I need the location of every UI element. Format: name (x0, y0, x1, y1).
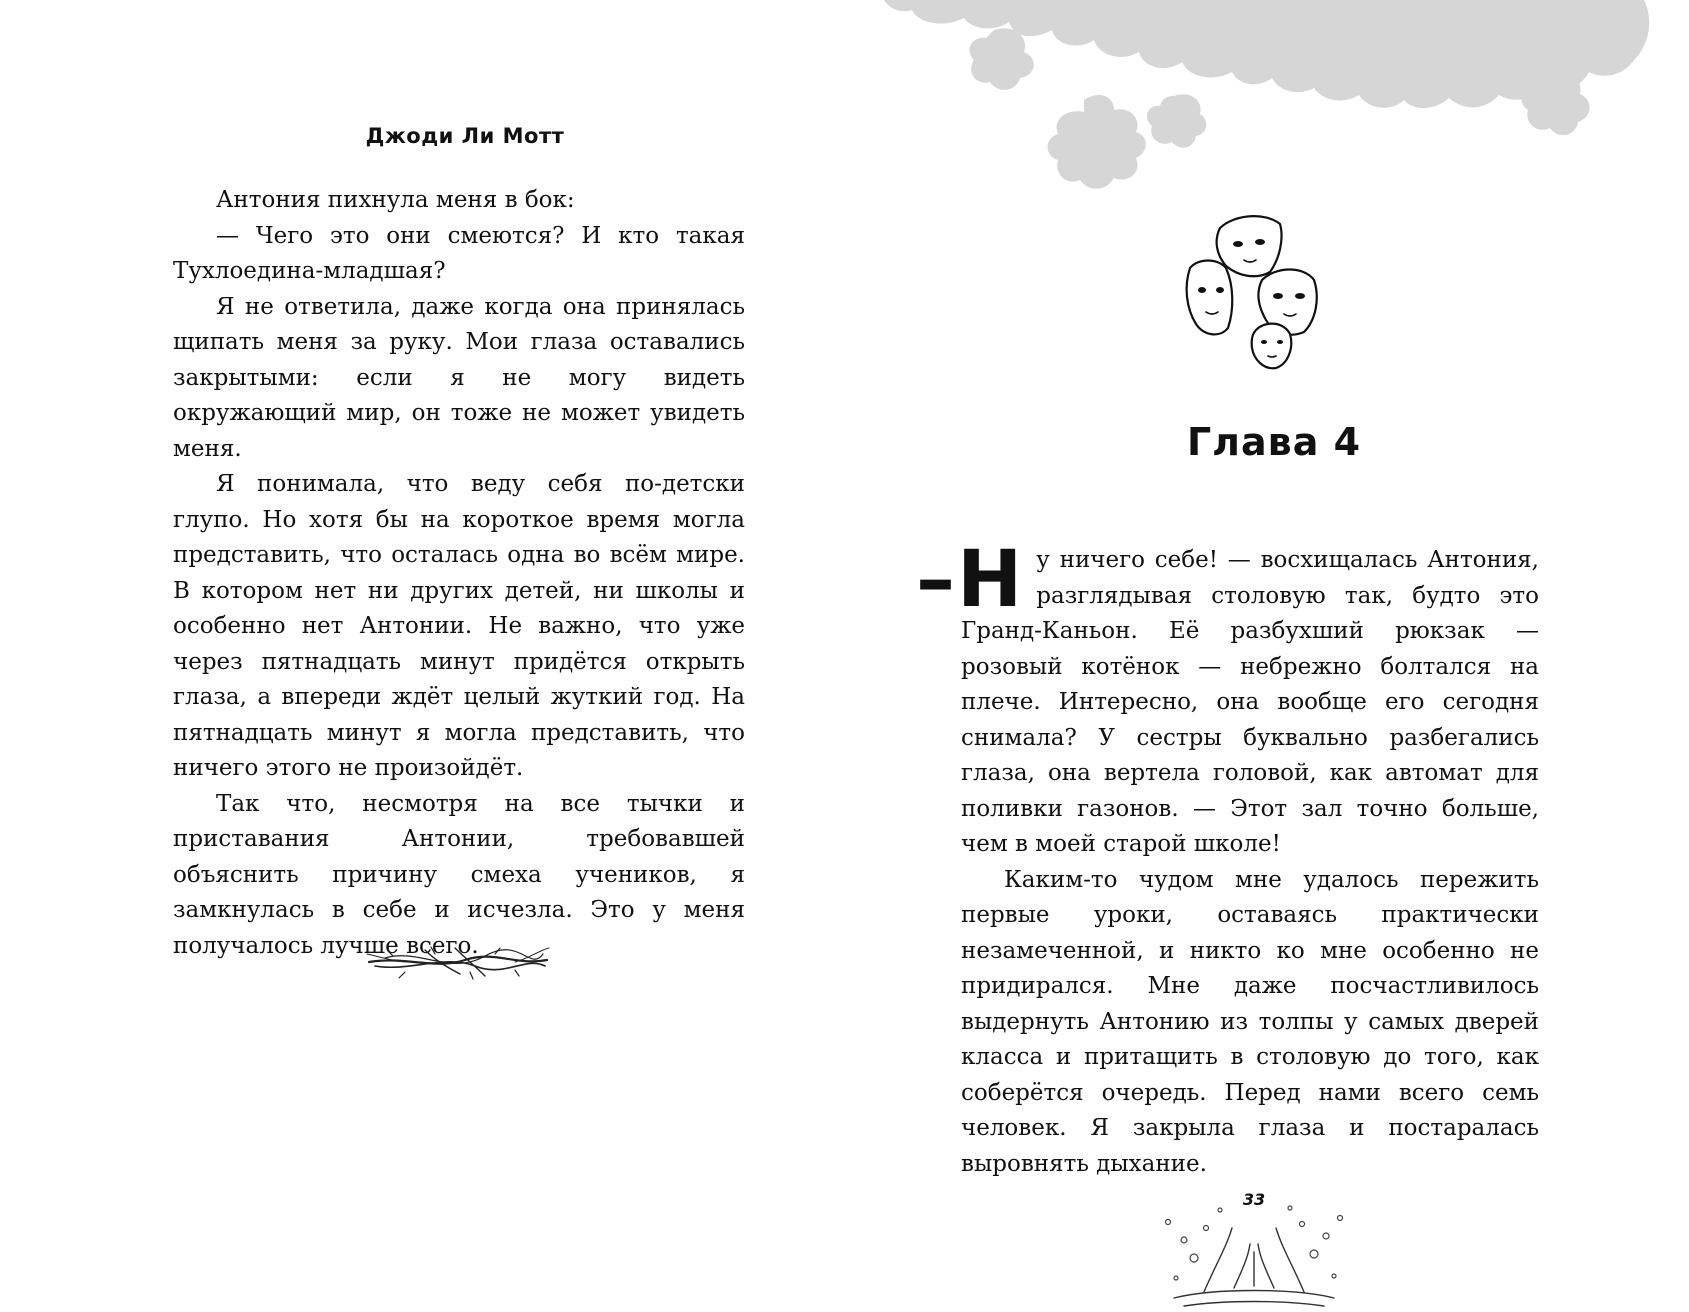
paragraph: Так что, несмотря на все тычки и приставания Антонии, требовавшей объяснить причину смеха учеников, я замкнулась в себе и исчезла. Это у меня получалось лучше всего. (173, 790, 745, 959)
drop-cap: –Н (916, 535, 1025, 625)
left-page-body (173, 183, 745, 964)
left-page (0, 0, 844, 1312)
paragraph: Я не ответила, даже когда она принялась щипать меня за руку. Мои глаза оставались закрытыми: если я не могу видеть окружающий мир, он тоже не может увидеть меня. (173, 293, 745, 462)
page-number: 33 (1242, 1190, 1266, 1209)
chapter-title: Глава 4 (1186, 420, 1362, 464)
right-page (844, 0, 1689, 1312)
paragraph: — Чего это они смеются? И кто такая Тухлоедина-младшая? (173, 222, 745, 284)
smoke-cloud-icon (844, 0, 1689, 200)
chapter-body (916, 535, 1539, 1182)
running-head-author: Джоди Ли Мотт (365, 124, 565, 148)
first-paragraph-text: у ничего себе! — восхищалась Антония, разглядывая столовую так, будто это Гранд-Каньон. Её разбухший рюкзак — розовый котёнок — небрежно болтался на плече. Интересно, она вообще его сегодня снимала? У сестры буквально разбегались глаза, она вертела головой, как автомат для поливки газонов. — Этот зал точно больше, чем в моей старой школе! (961, 547, 1539, 857)
paragraph: Каким-то чудом мне удалось пережить первые уроки, оставаясь практически незамеченной, и никто ко мне особенно не придирался. Мне даже посчастливилось выдернуть Антонию из толпы у самых дверей класса и притащить в столовую до того, как соберётся очередь. Перед нами всего семь человек. Я закрыла глаза и постаралась выровнять дыхание. (961, 866, 1539, 1177)
masks-illustration-icon (1180, 210, 1330, 375)
paragraph: Антония пихнула меня в бок: (216, 187, 575, 213)
paragraph: Я понимала, что веду себя по-детски глупо. Но хотя бы на короткое время могла представить, что осталась одна во всём мире. В котором нет ни других детей, ни школы и особенно нет Антонии. Не важно, что уже через пятнадцать минут придётся открыть глаза, а впереди ждёт целый жуткий год. На пятнадцать минут я могла представить, что ничего этого не произойдёт. (173, 471, 745, 781)
thorn-vine-divider-icon (365, 936, 550, 988)
chapter-first-paragraph (916, 535, 1539, 863)
